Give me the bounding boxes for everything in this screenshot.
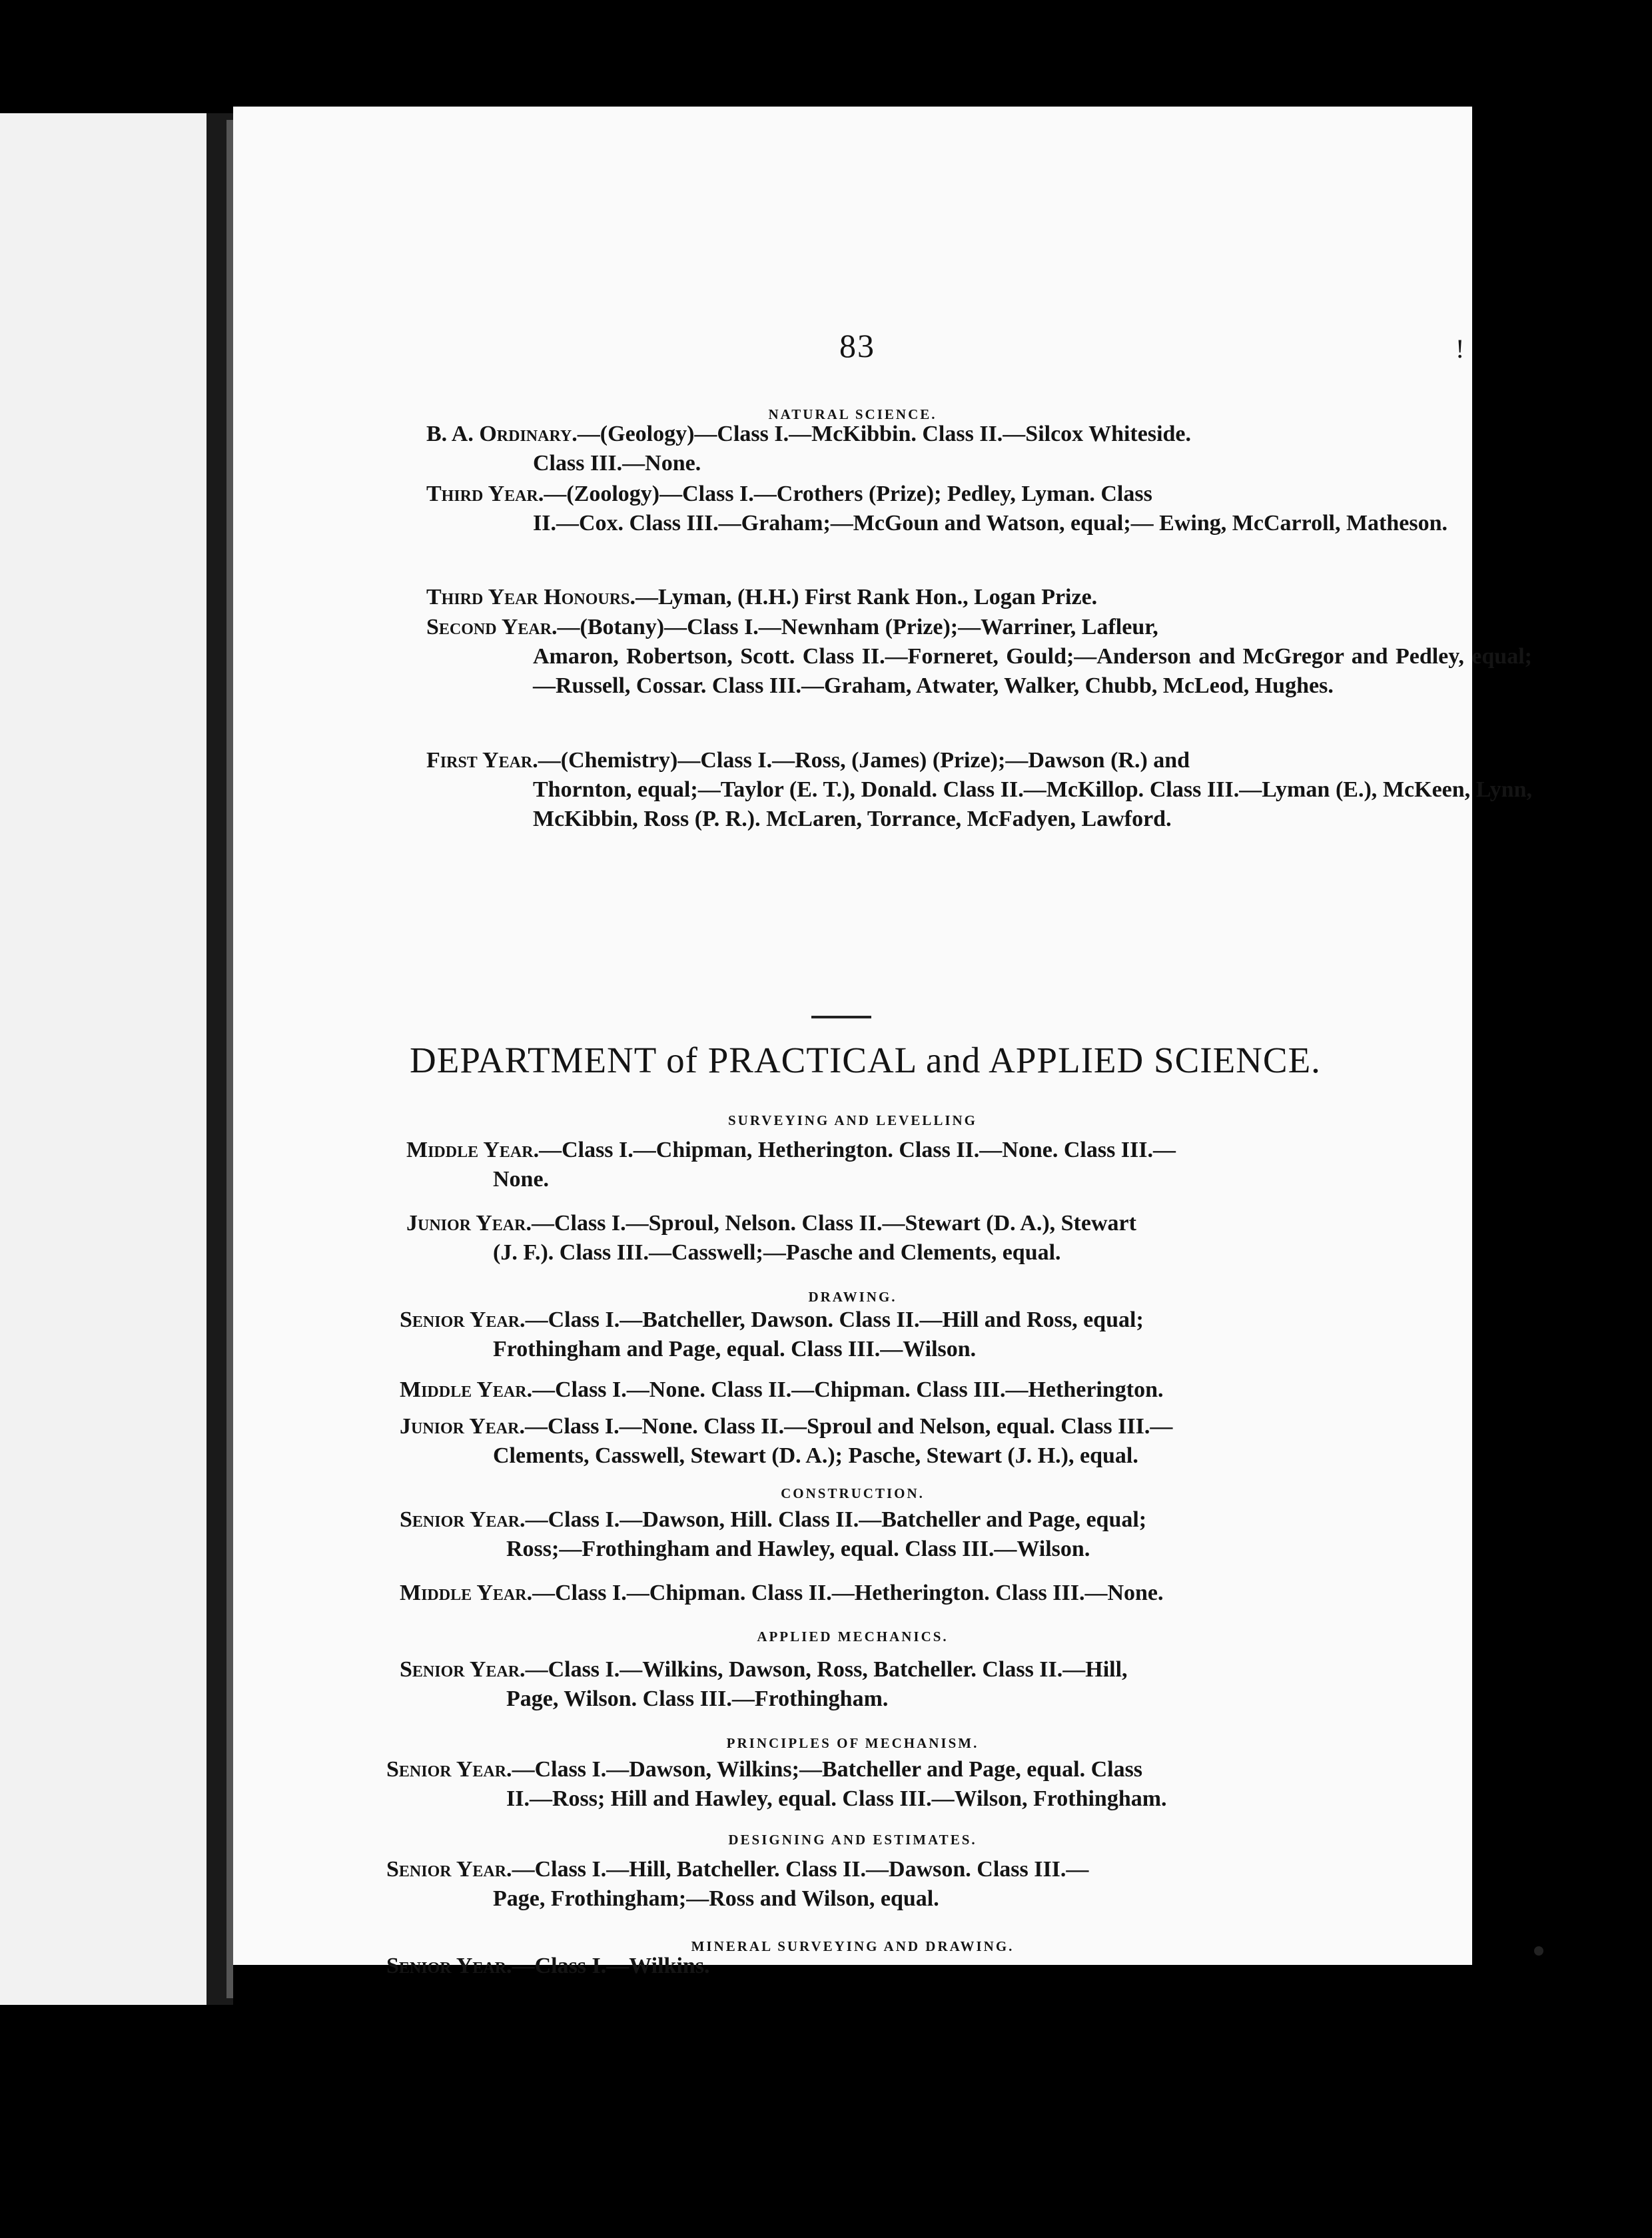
section-heading-principles-of-mechanism: PRINCIPLES OF MECHANISM. [726,1735,979,1751]
entry-label: Third Year. [426,482,544,506]
entry-surveying-middle-year [406,1136,1512,1194]
entry-label: Middle Year. [406,1138,540,1162]
entry-drawing-middle-year [400,1375,1505,1405]
entry-continuation: Ross;—Frothingham and Hawley, equal. Class III.—Wilson. [506,1537,1090,1561]
entry-text: —Class I.—Wilkins. [512,1954,710,1978]
entry-drawing-senior-year [400,1306,1505,1364]
entry-label: Senior Year. [400,1507,526,1532]
page-mark: ! [1455,334,1465,364]
entry-construction-middle-year [400,1579,1505,1608]
entry-text: —(Geology)—Class I.—McKibbin. Class II.—Silcox Whiteside. [577,422,1192,446]
entry-continuation: Clements, Casswell, Stewart (D. A.); Pasche, Stewart (J. H.), equal. [493,1443,1138,1468]
entry-continuation: Amaron, Robertson, Scott. Class II.—Forneret, Gould;—Anderson and McGregor and Pedley, equal;—Russell, Cossar. Class III.—Graham, Atwater, Walker, Chubb, McLeod, Hughes. [533,644,1532,698]
section-heading-surveying: SURVEYING AND LEVELLING [728,1112,977,1128]
entry-drawing-junior-year [400,1412,1505,1471]
entry-surveying-junior-year [406,1209,1512,1268]
entry-text: —(Botany)—Class I.—Newnham (Prize);—Warriner, Lafleur, [557,615,1158,639]
section-heading-applied-mechanics: APPLIED MECHANICS. [757,1629,949,1645]
entry-label: Senior Year. [400,1657,526,1682]
entry-text: —Class I.—Chipman. Class II.—Hetherington. Class III.—None. [532,1581,1164,1605]
entry-ba-ordinary [426,420,1532,478]
ink-blot [1534,1946,1543,1956]
entry-text: —Class I.—Batcheller, Dawson. Class II.—Hill and Ross, equal; [525,1307,1144,1332]
entry-text: —Class I.—Chipman, Hetherington. Class II.—None. Class III.— [539,1138,1176,1162]
entry-applied-mechanics-senior-year [400,1655,1505,1714]
facing-page [0,113,206,2005]
entry-text: —Class I.—Hill, Batcheller. Class II.—Dawson. Class III.— [512,1857,1089,1882]
entry-label: Senior Year. [400,1307,526,1332]
entry-second-year-botany [426,613,1532,701]
department-title: DEPARTMENT of PRACTICAL and APPLIED SCIENCE. [410,1040,1321,1080]
entry-text: —Class I.—Dawson, Wilkins;—Batcheller and Page, equal. Class [512,1757,1143,1782]
entry-third-year-zoology [426,480,1532,538]
entry-continuation: None. [493,1167,550,1192]
entry-text: —Class I.—Wilkins, Dawson, Ross, Batcheller. Class II.—Hill, [525,1657,1128,1682]
entry-continuation: II.—Ross; Hill and Hawley, equal. Class III.—Wilson, Frothingham. [506,1786,1167,1811]
document-page [233,107,1532,1978]
entry-label: Junior Year. [406,1211,532,1236]
spine [226,120,233,1998]
entry-text: —Class I.—None. Class II.—Sproul and Nelson, equal. Class III.— [524,1414,1173,1439]
entry-label: B. A. Ordinary. [426,422,578,446]
entry-text: —Class I.—Dawson, Hill. Class II.—Batcheller and Page, equal; [525,1507,1147,1532]
entry-mineral-senior-year [386,1952,1505,1981]
entry-label: Senior Year. [386,1857,512,1882]
entry-designing-senior-year [386,1855,1505,1914]
section-heading-designing-estimates: DESIGNING AND ESTIMATES. [728,1832,977,1848]
entry-label: Junior Year. [400,1414,525,1439]
entry-label: Second Year. [426,615,558,639]
section-heading-natural-science: NATURAL SCIENCE. [768,406,937,422]
entry-continuation: Class III.—None. [533,451,701,476]
entry-continuation: II.—Cox. Class III.—Graham;—McGoun and Watson, equal;— Ewing, McCarroll, Matheson. [533,511,1448,536]
entry-continuation: Frothingham and Page, equal. Class III.—Wilson. [493,1337,977,1361]
entry-label: Senior Year. [386,1757,512,1782]
entry-text: —Class I.—Sproul, Nelson. Class II.—Stewart (D. A.), Stewart [531,1211,1136,1236]
entry-third-year-honours [426,583,1532,612]
section-heading-construction: CONSTRUCTION. [781,1485,925,1501]
entry-mechanism-senior-year [386,1755,1505,1814]
entry-text: —(Chemistry)—Class I.—Ross, (James) (Prize);—Dawson (R.) and [538,748,1190,773]
entry-continuation: (J. F.). Class III.—Casswell;—Pasche and Clements, equal. [493,1240,1061,1265]
entry-label: Middle Year. [400,1377,533,1402]
entry-label: Middle Year. [400,1581,533,1605]
entry-label: Senior Year. [386,1954,512,1978]
section-heading-mineral-surveying: MINERAL SURVEYING AND DRAWING. [691,1938,1015,1954]
entry-label: First Year. [426,748,538,773]
entry-text: —Class I.—None. Class II.—Chipman. Class III.—Hetherington. [532,1377,1164,1402]
entry-continuation: Page, Frothingham;—Ross and Wilson, equal. [493,1886,939,1911]
entry-text: —(Zoology)—Class I.—Crothers (Prize); Pedley, Lyman. Class [544,482,1152,506]
section-heading-drawing: DRAWING. [808,1289,897,1305]
entry-text: —Lyman, (H.H.) First Rank Hon., Logan Prize. [635,585,1098,609]
entry-continuation: Page, Wilson. Class III.—Frothingham. [506,1686,889,1711]
entry-label: Third Year Honours. [426,585,635,609]
page-number: 83 [839,327,875,364]
entry-first-year-chemistry [426,746,1532,834]
section-divider [811,1016,871,1018]
entry-continuation: Thornton, equal;—Taylor (E. T.), Donald. Class II.—McKillop. Class III.—Lyman (E.), McKeen, Lynn, McKibbin, Ross (P. R.). McLaren, Torrance, McFadyen, Lawford. [533,777,1532,831]
entry-construction-senior-year [400,1505,1505,1564]
